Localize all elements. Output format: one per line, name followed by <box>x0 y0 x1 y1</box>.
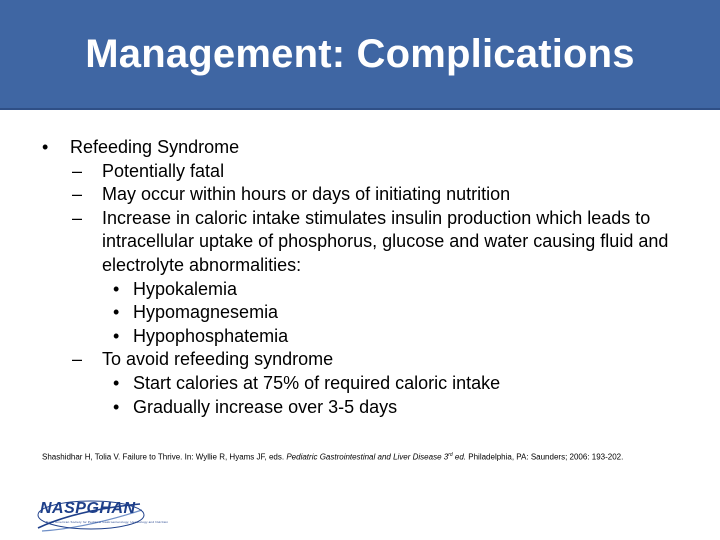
list-item-text: Start calories at 75% of required caloric intake <box>133 372 501 393</box>
bullet-text: Refeeding Syndrome <box>70 137 240 157</box>
bullet-marker: • <box>113 278 120 299</box>
citation-edition-text: ed. <box>454 452 467 462</box>
bullet-refeeding-syndrome <box>0 136 720 160</box>
sub-bullet-text: To avoid refeeding syndrome <box>102 349 334 370</box>
citation-book-title: Pediatric Gastrointestinal and Liver Disease <box>286 452 442 462</box>
list-item-text: Hypokalemia <box>133 278 238 299</box>
sub-bullet-text: Increase in caloric intake stimulates insulin production which leads to intracellular uptake of phosphorus, glucose and water causing fluid and electrolyte abnormalities: <box>102 207 669 275</box>
bullet-marker: • <box>113 325 120 346</box>
sub-bullet-text: Potentially fatal <box>102 160 225 181</box>
list-item-text: Gradually increase over 3-5 days <box>133 396 398 417</box>
dash-marker: – <box>72 160 83 181</box>
sub-bullet-timing <box>0 183 720 207</box>
slide-title: Management: Complications <box>85 32 635 76</box>
citation-publisher: Philadelphia, PA: Saunders; 2006: 193-202. <box>468 452 624 462</box>
bullet-marker: • <box>113 302 120 323</box>
list-item <box>0 372 720 396</box>
list-item-text: Hypomagnesemia <box>133 302 279 323</box>
dash-marker: – <box>72 184 83 205</box>
dash-marker: – <box>72 207 83 228</box>
sub-bullet-insulin <box>0 207 720 278</box>
list-item <box>0 396 720 420</box>
dash-marker: – <box>72 349 83 370</box>
sub-bullet-text: May occur within hours or days of initiating nutrition <box>102 184 511 205</box>
sub-bullet-avoid <box>0 348 720 372</box>
slide-body <box>0 136 720 419</box>
citation-authors: Shashidhar H, Tolia V. Failure to Thrive. In: Wyllie R, Hyams JF, eds. <box>42 452 285 462</box>
title-bar <box>0 0 720 110</box>
list-item-text: Hypophosphatemia <box>133 325 289 346</box>
citation <box>42 450 682 463</box>
bullet-marker: • <box>42 137 49 157</box>
list-item <box>0 301 720 325</box>
bullet-marker: • <box>113 372 120 393</box>
list-item <box>0 325 720 349</box>
naspghan-logo <box>36 498 169 536</box>
citation-edition-suffix: rd <box>448 452 453 458</box>
logo-name: NASPGHAN <box>40 500 136 517</box>
citation-edition-number: 3 <box>443 452 449 462</box>
logo-tagline: North American Society for Pediatric Gastroenterology, Hepatology and Nutrition <box>46 520 169 524</box>
sub-bullet-potentially-fatal <box>0 160 720 184</box>
list-item <box>0 278 720 302</box>
bullet-marker: • <box>113 396 120 417</box>
